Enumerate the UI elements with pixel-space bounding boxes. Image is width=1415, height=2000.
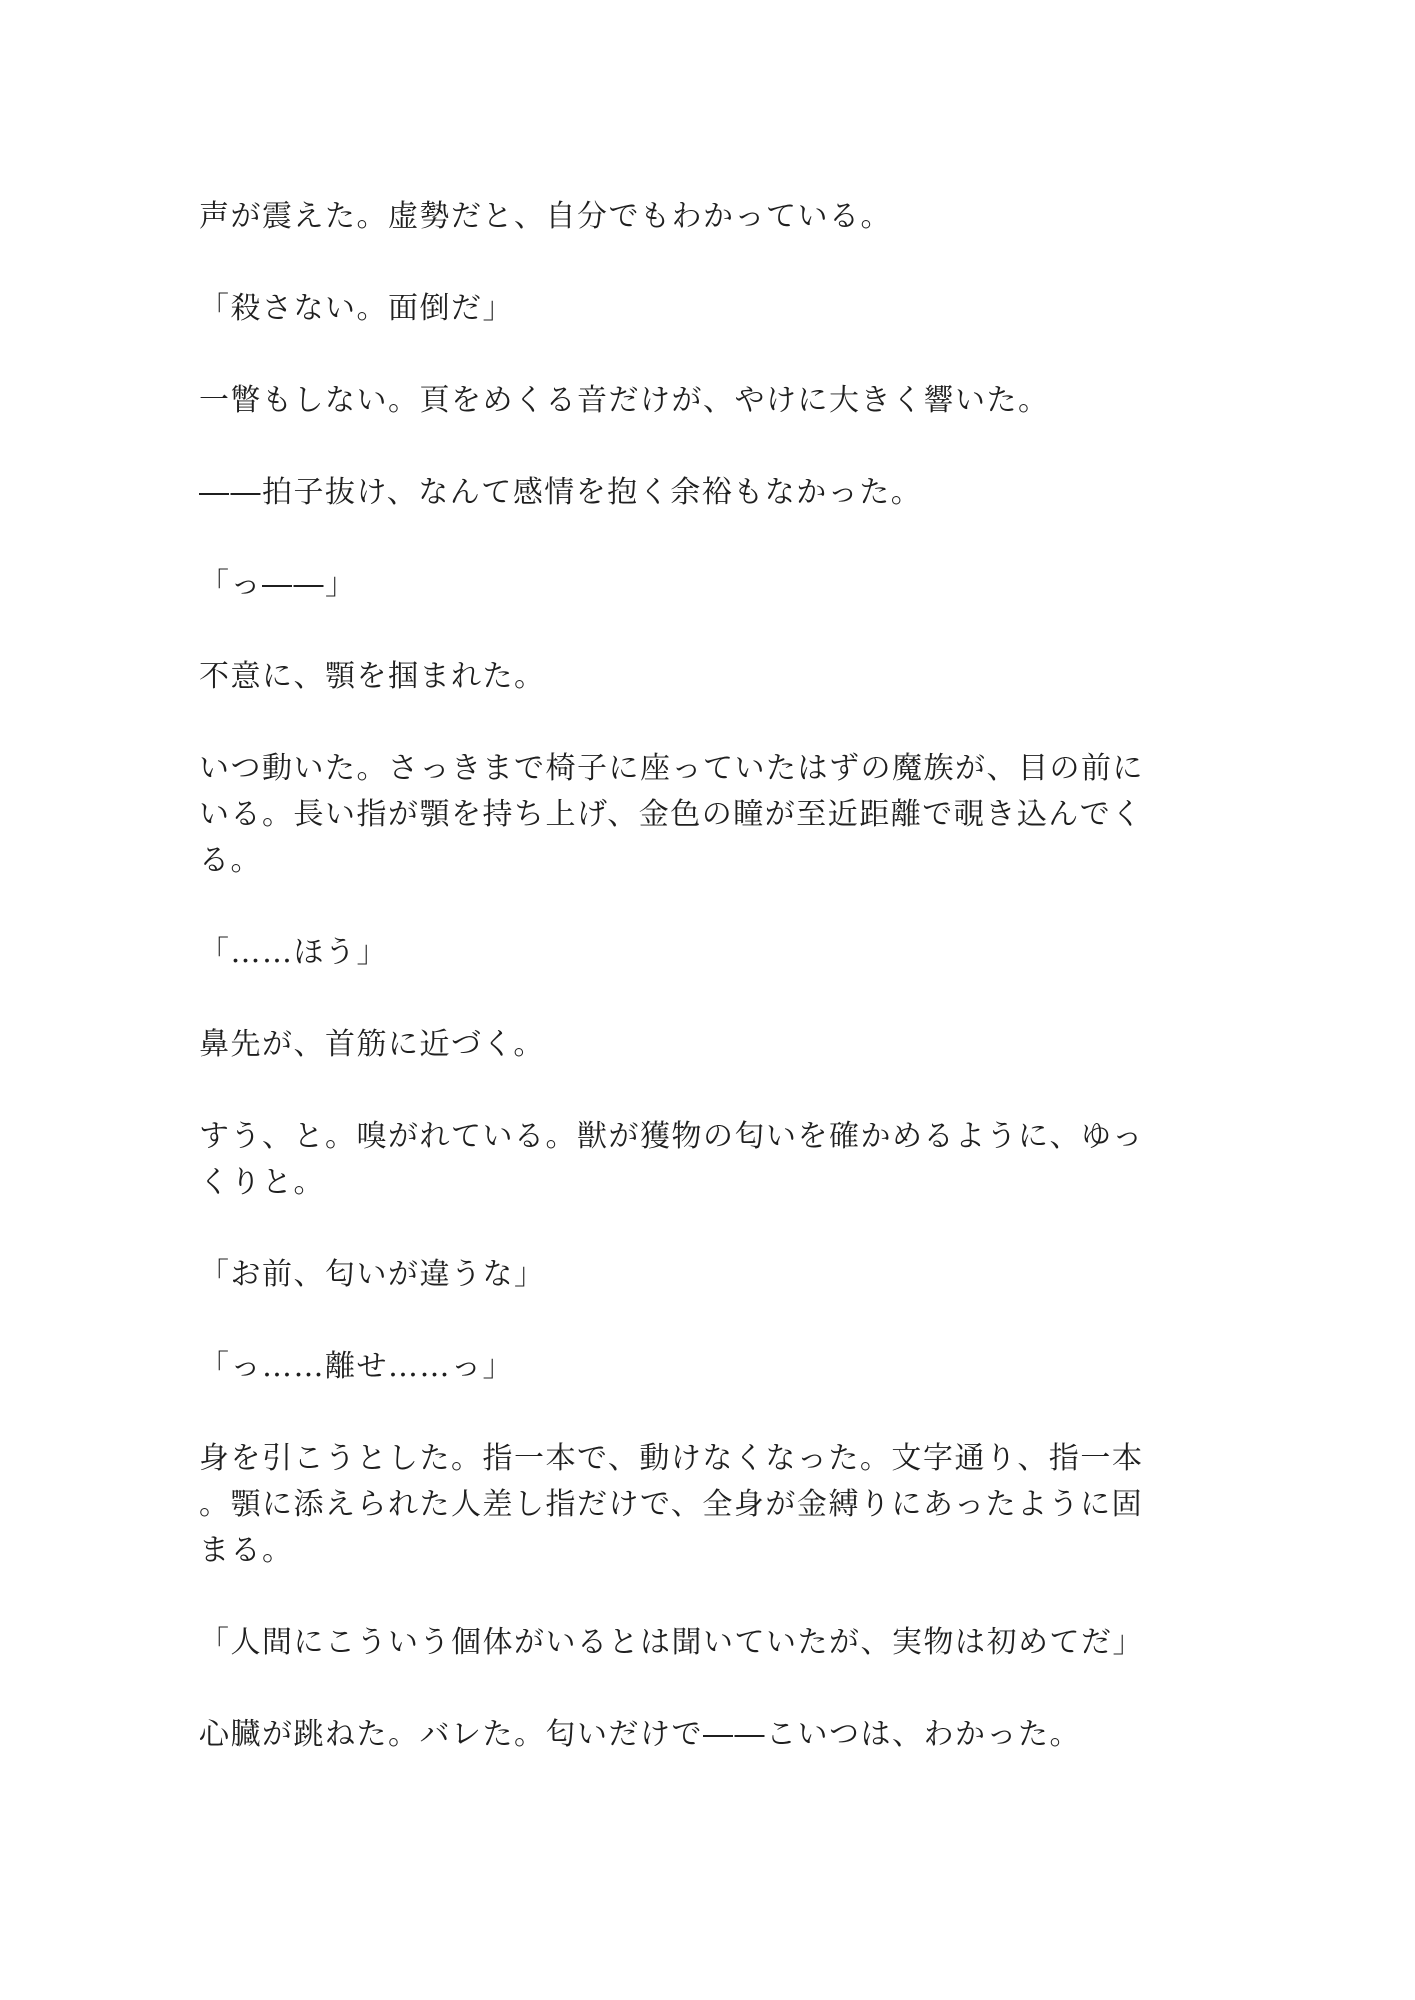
text-block <box>199 194 1154 1804</box>
paragraph-dialogue: 「っ――」 <box>199 567 357 602</box>
paragraph-dialogue: 「……ほう」 <box>199 935 388 970</box>
paragraph-dialogue: 「殺さない。面倒だ」 <box>199 291 514 326</box>
paragraph-narration: 身を引こうとした。指一本で、動けなくなった。文字通り、指一本。顎に添えられた人差し指だけで、全身が金縛りにあったように固まる。 <box>199 1441 1144 1568</box>
paragraph-narration: 声が震えた。虚勢だと、自分でもわかっている。 <box>199 199 892 234</box>
paragraph-narration: 鼻先が、首筋に近づく。 <box>199 1027 545 1062</box>
paragraph-narration: すう、と。嗅がれている。獣が獲物の匂いを確かめるように、ゆっくりと。 <box>199 1119 1144 1200</box>
paragraph-narration: 心臓が跳ねた。バレた。匂いだけで――こいつは、わかった。 <box>199 1717 1081 1752</box>
paragraph-narration: いつ動いた。さっきまで椅子に座っていたはずの魔族が、目の前にいる。長い指が顎を持ち上げ、金色の瞳が至近距離で覗き込んでくる。 <box>199 751 1144 878</box>
paragraph-dialogue: 「人間にこういう個体がいるとは聞いていたが、実物は初めてだ」 <box>199 1625 1144 1660</box>
paragraph-narration: 不意に、顎を掴まれた。 <box>199 659 546 694</box>
paragraph-narration: ――拍子抜け、なんて感情を抱く余裕もなかった。 <box>199 475 923 510</box>
paragraph-dialogue: 「お前、匂いが違うな」 <box>199 1257 546 1292</box>
paragraph-narration: 一瞥もしない。頁をめくる音だけが、やけに大きく響いた。 <box>199 383 1050 418</box>
paragraph-dialogue: 「っ……離せ……っ」 <box>199 1349 514 1384</box>
